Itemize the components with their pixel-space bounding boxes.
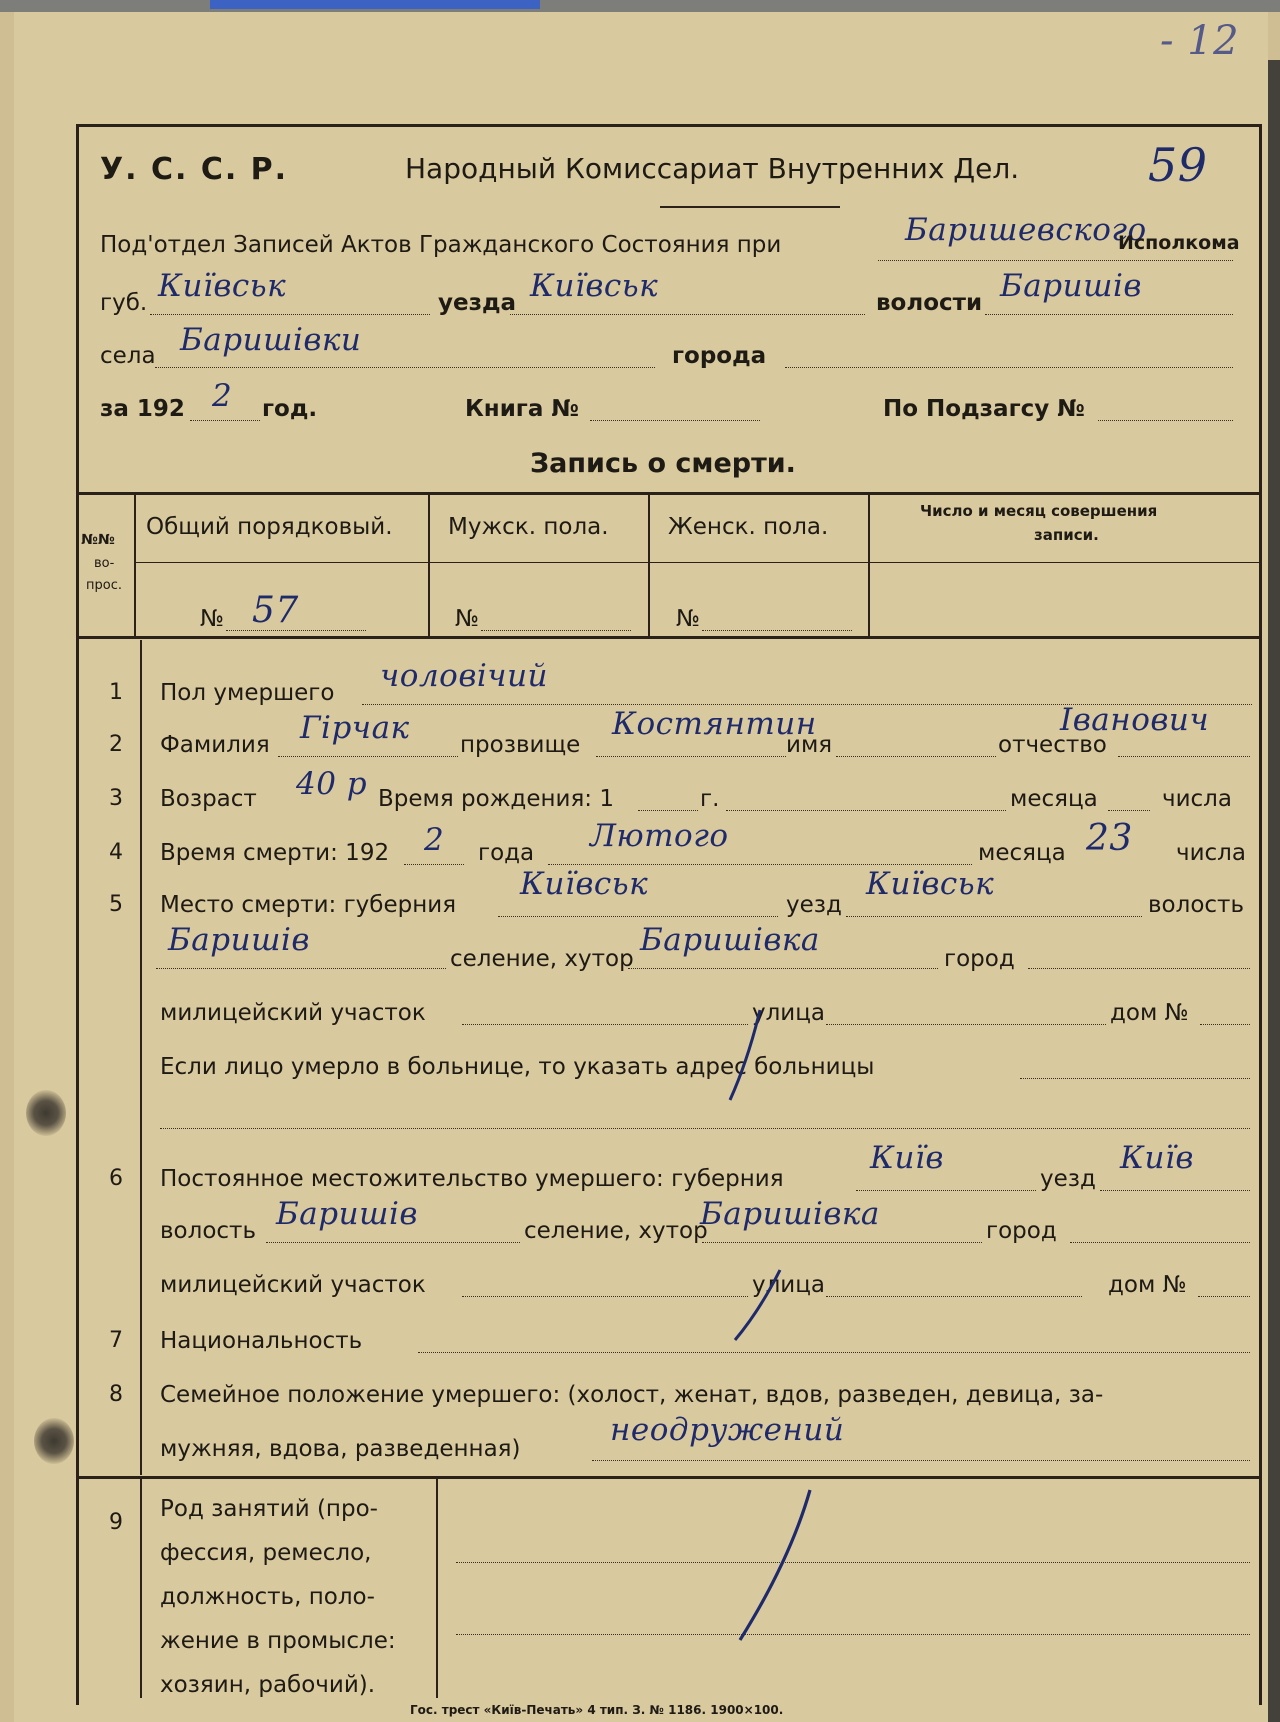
archive-page-mark: - 12	[1160, 18, 1240, 64]
q2-name-value: Костянтин	[612, 706, 817, 742]
q5-uezd-value: Київськ	[866, 866, 995, 902]
volost-underline	[985, 314, 1233, 315]
row-number-1: 1	[109, 680, 123, 705]
subregistry-label: По Подзагсу №	[883, 396, 1085, 422]
row-number-4: 4	[109, 840, 123, 865]
q6-uezd-underline	[1100, 1190, 1250, 1191]
q4-year-label: года	[478, 840, 535, 866]
q6-gorod-label: город	[986, 1218, 1057, 1244]
q5-volost-label: волость	[1148, 892, 1244, 918]
q1-label: Пол умершего	[160, 680, 335, 706]
q6-label: Постоянное местожительство умершего: губерния	[160, 1166, 784, 1192]
q5-guberniya-value: Київськ	[520, 866, 649, 902]
q6-guberniya-value: Київ	[870, 1140, 944, 1176]
female-no-underline	[702, 630, 852, 631]
volost-value: Баришів	[1000, 268, 1142, 304]
subdept-value-suffix: Исполкома	[1118, 232, 1240, 254]
q5-volost-value: Баришів	[168, 922, 310, 958]
subdept-value: Баришевского	[905, 212, 1147, 248]
top-background-strip	[0, 0, 1280, 12]
commissariat-title: Народный Комиссариат Внутренних Дел.	[405, 152, 1020, 185]
q6-gorod-underline	[1070, 1242, 1250, 1243]
uezd-value: Київськ	[530, 268, 659, 304]
q5-militia-label: милицейский участок	[160, 1000, 426, 1026]
q5-street-label: улица	[752, 1000, 826, 1026]
col-nn-1: №№	[81, 532, 115, 548]
q5-volost-underline	[156, 968, 446, 969]
q2-name-label: имя	[786, 732, 833, 758]
q2-patronymic-underline	[1118, 756, 1250, 757]
selo-value: Баришівки	[180, 322, 362, 358]
q2-surname-value: Гірчак	[300, 710, 410, 746]
q6-street-label: улица	[752, 1272, 826, 1298]
table-bottom-border	[79, 636, 1259, 639]
q5-selenie-value: Баришівка	[640, 922, 820, 958]
q8-underline	[592, 1460, 1250, 1461]
q2-surname-label: Фамилия	[160, 732, 270, 758]
q8-label-1: Семейное положение умершего: (холост, женат, вдов, разведен, девица, за-	[160, 1382, 1104, 1408]
gorod-underline	[785, 367, 1233, 368]
q5-hospital-label: Если лицо умерло в больнице, то указать адрес больницы	[160, 1054, 875, 1080]
row-number-5: 5	[109, 892, 123, 917]
book-underline	[590, 420, 760, 421]
q6-selenie-underline	[702, 1242, 982, 1243]
q3-day-label: числа	[1162, 786, 1232, 812]
gorod-label: города	[672, 343, 767, 369]
q5-place-label: Место смерти: губерния	[160, 892, 457, 918]
q7-label: Национальность	[160, 1328, 363, 1354]
selo-underline	[155, 367, 655, 368]
selo-label: села	[100, 343, 156, 369]
guberniya-value: Київськ	[158, 268, 287, 304]
q5-hospital-underline-2	[160, 1128, 1250, 1129]
body-left-rule	[140, 640, 142, 1475]
year-underline	[190, 420, 260, 421]
punch-hole-upper	[26, 1090, 66, 1136]
row9-left-rule	[140, 1478, 142, 1698]
q3-age-label: Возраст	[160, 786, 257, 812]
q9-label-3: должность, поло-	[160, 1584, 375, 1610]
q5-selenie-underline	[628, 968, 938, 969]
q5-guberniya-underline	[498, 916, 778, 917]
row9-right-rule	[436, 1478, 438, 1698]
q7-underline	[418, 1352, 1250, 1353]
female-no-label: №	[676, 606, 700, 632]
q9-underline-2	[456, 1634, 1250, 1635]
year-prefix: за 192	[100, 396, 185, 422]
q5-uezd-label: уезд	[786, 892, 842, 918]
section-title: Запись о смерти.	[530, 448, 796, 479]
q2-patronymic-value: Іванович	[1060, 702, 1210, 738]
row-number-8: 8	[109, 1382, 123, 1407]
year-suffix: год.	[262, 396, 318, 422]
q6-volost-label: волость	[160, 1218, 256, 1244]
volost-label: волости	[876, 290, 983, 316]
q2-name-underline	[836, 756, 996, 757]
printing-imprint: Гос. трест «Київ-Печать» 4 тип. З. № 1186. 1900×100.	[410, 1703, 784, 1717]
uezd-label: уезда	[438, 290, 517, 316]
q6-house-label: дом №	[1108, 1272, 1187, 1298]
q6-militia-label: милицейский участок	[160, 1272, 426, 1298]
general-no-label: №	[200, 606, 224, 632]
q5-street-underline	[826, 1024, 1106, 1025]
dark-right-edge	[1268, 60, 1280, 1722]
q5-house-label: дом №	[1110, 1000, 1189, 1026]
q5-militia-underline	[462, 1024, 748, 1025]
q4-month-underline	[548, 864, 972, 865]
subregistry-underline	[1098, 420, 1233, 421]
q2-nickname-label: прозвище	[460, 732, 581, 758]
col-general-header: Общий порядковый.	[146, 514, 393, 540]
subdept-underline	[878, 260, 1233, 261]
col-date-header-1: Число и месяц совершения	[920, 502, 1158, 520]
row-number-6: 6	[109, 1166, 123, 1191]
table-divider-3	[648, 494, 650, 636]
q8-value: неодружений	[610, 1412, 845, 1448]
guberniya-underline	[150, 314, 430, 315]
q3-birth-day-underline	[1108, 810, 1150, 811]
table-divider-2	[428, 494, 430, 636]
table-top-border	[79, 492, 1259, 495]
q5-hospital-underline	[1020, 1078, 1250, 1079]
q9-label-2: фессия, ремесло,	[160, 1540, 372, 1566]
table-divider-1	[134, 494, 136, 636]
year-digit: 2	[212, 378, 233, 414]
q6-selenie-label: селение, хутор	[524, 1218, 708, 1244]
q3-year-suffix: г.	[700, 786, 720, 812]
q6-volost-value: Баришів	[276, 1196, 418, 1232]
table-header-divider	[136, 562, 1259, 563]
col-date-header-2: записи.	[1034, 526, 1099, 544]
q6-guberniya-underline	[856, 1190, 1036, 1191]
q6-uezd-label: уезд	[1040, 1166, 1096, 1192]
q9-underline-1	[456, 1562, 1250, 1563]
general-number-value: 57	[252, 590, 299, 631]
q8-label-2: мужняя, вдова, разведенная)	[160, 1436, 521, 1462]
row-number-7: 7	[109, 1328, 123, 1353]
q2-patronymic-label: отчество	[998, 732, 1107, 758]
row9-top-border	[79, 1476, 1259, 1479]
q5-gorod-underline	[1028, 968, 1250, 969]
q5-house-underline	[1200, 1024, 1250, 1025]
q5-selenie-label: селение, хутор	[450, 946, 634, 972]
q4-year-underline	[404, 864, 464, 865]
q3-birth-month-underline	[726, 810, 1006, 811]
col-female-header: Женск. пола.	[668, 514, 829, 540]
col-nn-3: прос.	[86, 578, 122, 593]
table-divider-4	[868, 494, 870, 636]
row-number-9: 9	[109, 1510, 123, 1535]
q6-street-underline	[826, 1296, 1082, 1297]
book-label: Книга №	[465, 396, 580, 422]
q6-house-underline	[1198, 1296, 1250, 1297]
q2-nickname-underline	[596, 756, 786, 757]
col-nn-2: во-	[94, 556, 115, 571]
q4-day-value: 23	[1086, 818, 1133, 859]
q9-label-5: хозяин, рабочий).	[160, 1672, 376, 1698]
q3-birth-label: Время рождения: 1	[378, 786, 614, 812]
uezd-underline	[510, 314, 865, 315]
q4-month-value: Лютого	[590, 818, 729, 854]
q4-month-label: месяца	[978, 840, 1066, 866]
q9-label-1: Род занятий (про-	[160, 1496, 378, 1522]
q4-label: Время смерти: 192	[160, 840, 390, 866]
col-male-header: Мужск. пола.	[448, 514, 609, 540]
q4-year-digit: 2	[424, 822, 445, 858]
q6-militia-underline	[462, 1296, 748, 1297]
subdept-label: Под'отдел Записей Актов Гражданского Состояния при	[100, 232, 782, 258]
q3-month-label: месяца	[1010, 786, 1098, 812]
guberniya-label: губ.	[100, 290, 148, 316]
header-rule	[660, 206, 840, 208]
q3-age-value: 40 р	[296, 766, 368, 802]
q9-label-4: жение в промысле:	[160, 1628, 396, 1654]
republic-label: У. С. С. Р.	[100, 152, 289, 187]
q4-day-label: числа	[1176, 840, 1246, 866]
sheet-number: 59	[1148, 138, 1208, 192]
q1-value: чоловічий	[380, 658, 549, 694]
q5-gorod-label: город	[944, 946, 1015, 972]
row-number-3: 3	[109, 786, 123, 811]
q6-selenie-value: Баришівка	[700, 1196, 880, 1232]
q3-birth-year-underline	[638, 810, 698, 811]
male-no-underline	[481, 630, 631, 631]
q5-uezd-underline	[846, 916, 1142, 917]
male-no-label: №	[455, 606, 479, 632]
q6-uezd-value: Київ	[1120, 1140, 1194, 1176]
punch-hole-lower	[34, 1418, 74, 1464]
row-number-2: 2	[109, 732, 123, 757]
q6-volost-underline	[266, 1242, 520, 1243]
blue-folder-edge	[210, 0, 540, 9]
q2-surname-underline	[278, 756, 458, 757]
